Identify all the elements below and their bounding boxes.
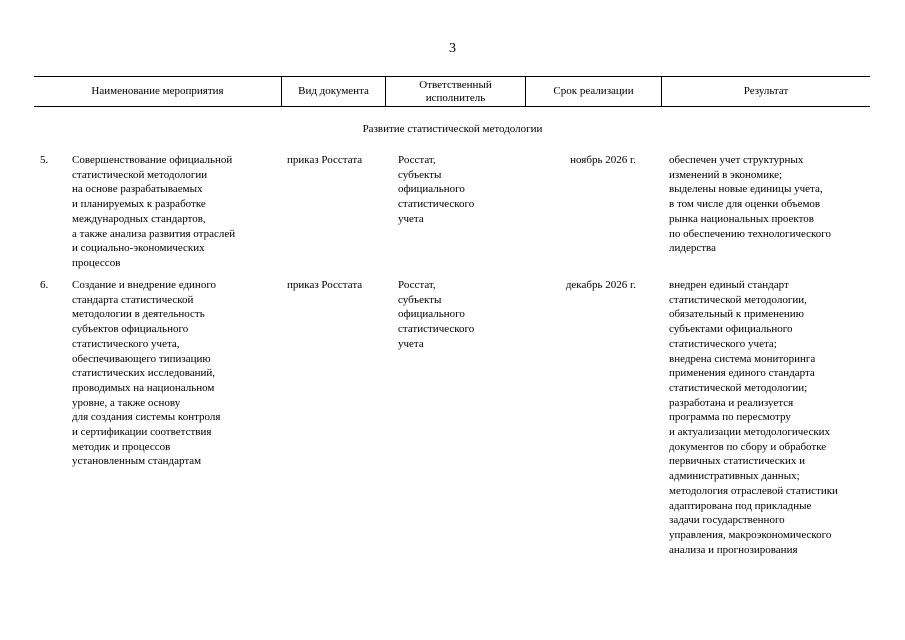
- row-name: Совершенствование официальной статистической методологии на основе разрабатываемых и планируемых к разработке международных стандартов, а также анализа развития отраслей и социально-экономических процессов: [72, 154, 236, 269]
- header-doc-type: Вид документа: [298, 85, 369, 97]
- row-doc-type: приказ Росстата: [287, 154, 363, 166]
- row-result: обеспечен учет структурных изменений в экономике; выделены новые единицы учета, в том числе для оценки объемов рынка национальных проектов по обеспечению технологического лидерства: [669, 154, 832, 255]
- header-executor: Ответственный исполнитель: [419, 78, 492, 104]
- row-executor: Росстат, субъекты официального статистического учета: [398, 154, 475, 225]
- header-name: Наименование мероприятия: [91, 85, 224, 97]
- header-term: Срок реализации: [553, 85, 634, 97]
- row-executor: Росстат, субъекты официального статистического учета: [398, 279, 475, 350]
- row-term: ноябрь 2026 г.: [570, 154, 636, 166]
- page-number: 3: [449, 41, 456, 56]
- section-title: Развитие статистической методологии: [362, 123, 543, 135]
- row-term: декабрь 2026 г.: [565, 279, 636, 291]
- row-number: 5.: [40, 154, 49, 166]
- row-result: внедрен единый стандарт статистической методологии, обязательный к применению субъектами официального статистического учета; внедрена система мониторинга применения единого стандарта статистической методологии; разработана и реализуется программа по пересмотру и актуализации методологических документов по сбору и обработке первичных статистических и административных данных; методология отраслевой статистики адаптирована под прикладные задачи государственного управления, макроэкономического анализа и прогнозирования: [669, 279, 838, 556]
- row-name: Создание и внедрение единого стандарта статистической методологии в деятельность субъектов официального статистического учета, обеспечивающего типизацию статистических исследований, проводимых на национальном уровне, а также основу для создания системы контроля и сертификации соответствия методик и процессов установленным стандартам: [72, 279, 221, 468]
- header-result: Результат: [743, 85, 789, 97]
- row-number: 6.: [40, 279, 49, 291]
- table-header-bottom-rule: [34, 106, 870, 107]
- row-doc-type: приказ Росстата: [287, 279, 363, 291]
